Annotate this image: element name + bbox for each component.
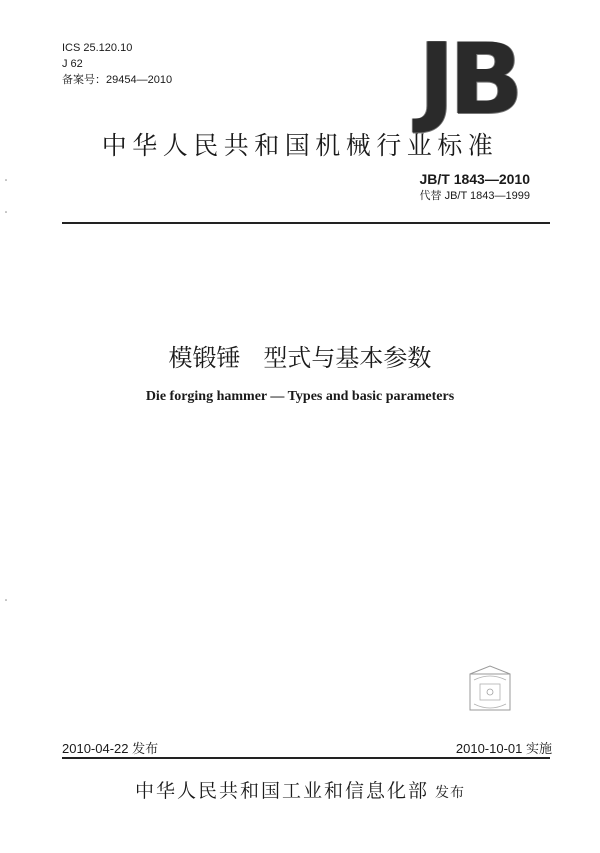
implementation-date: 2010-10-01 实施 <box>455 741 552 756</box>
classification-block <box>62 40 172 88</box>
publisher-name: 中华人民共和国工业和信息化部 <box>134 780 429 802</box>
bottom-divider <box>62 757 550 759</box>
document-title-english: Die forging hammer — Types and basic parameters <box>145 389 455 404</box>
publisher-line <box>0 776 600 803</box>
filing-number: 备案号：29454—2010 <box>62 74 173 86</box>
certification-seal <box>460 660 520 720</box>
top-divider <box>62 222 550 224</box>
class-code: J 62 <box>62 58 83 70</box>
publisher-suffix: 发布 <box>435 785 465 801</box>
standard-number-block <box>419 170 530 204</box>
standard-category-title: 中华人民共和国机械行业标准 <box>101 131 499 160</box>
jb-logo: JB <box>418 23 518 137</box>
standard-number: JB/T 1843—2010 <box>419 171 530 187</box>
replaces-standard: 代替 JB/T 1843—1999 <box>419 190 530 202</box>
document-title-chinese: 模锻锤 型式与基本参数 <box>168 344 432 372</box>
ics-code: ICS 25.120.10 <box>62 42 133 54</box>
issue-date: 2010-04-22 发布 <box>62 741 159 756</box>
